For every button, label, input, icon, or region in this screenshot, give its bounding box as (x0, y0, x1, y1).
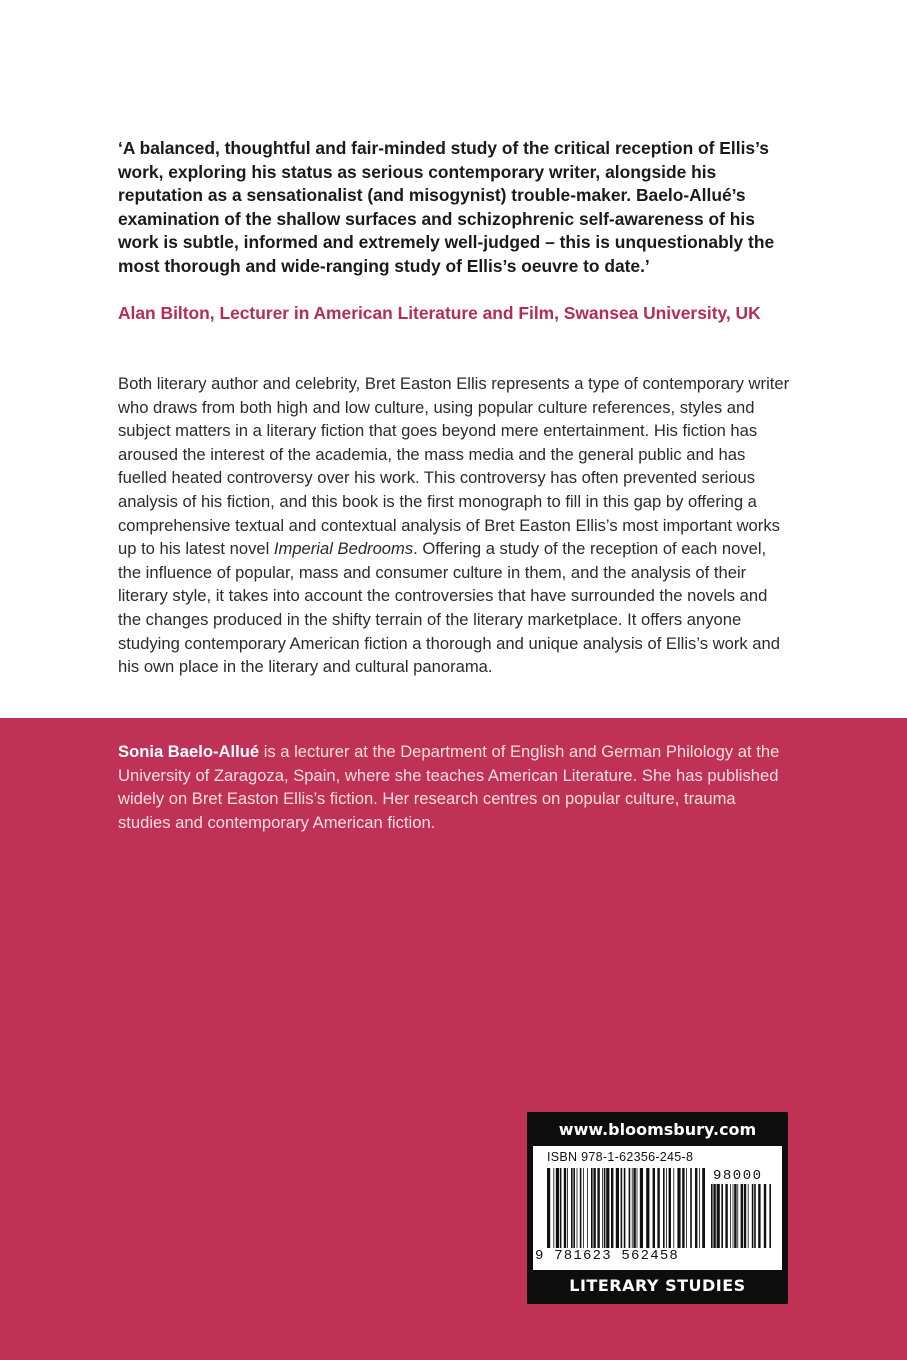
review-quote: ‘A balanced, thoughtful and fair-minded study of the critical reception of Ellis’s work, exploring his status as serious contemporary writer, alongside his reputation as a sensationalist (and misogynist) trouble-maker. Baelo-Allué’s examination of the shallow surfaces and schizophrenic self-awareness of his work is subtle, informed and extremely well-judged – this is unquestionably the most thorough and wide-ranging study of Ellis’s oeuvre to date.’ (118, 138, 775, 276)
author-name: Sonia Baelo-Allué (118, 742, 260, 761)
lower-colored-section (0, 718, 907, 1360)
book-description (118, 372, 790, 679)
category-label: LITERARY STUDIES (569, 1276, 746, 1295)
ean-barcode-icon (547, 1168, 705, 1248)
description-text-1: Both literary author and celebrity, Bret Easton Ellis represents a type of contemporary writer who draws from both high and low culture, using popular culture references, styles and subject matters in a literary fiction that goes beyond mere entertainment. His fiction has aroused the interest of the academia, the mass media and the general public and has fuelled heated controversy over his work. This controversy has often prevented serious analysis of his fiction, and this book is the first monograph to fill in this gap by offering a comprehensive textual and contextual analysis of Bret Easton Ellis’s most important works up to his latest novel (118, 374, 790, 559)
review-attribution: Alan Bilton, Lecturer in American Literature and Film, Swansea University, UK (118, 303, 761, 323)
ean-digits: 9 781623 562458 (535, 1248, 680, 1264)
author-bio (118, 740, 790, 834)
addon-barcode-icon (711, 1184, 773, 1248)
publisher-url: www.bloomsbury.com (558, 1120, 757, 1139)
author-bio-text: is a lecturer at the Department of English and German Philology at the University of Zaragoza, Spain, where she teaches American Literature. She has published widely on Bret Easton Ellis’s fiction. Her research centres on popular culture, trauma studies and contemporary American fiction. (118, 742, 780, 832)
barcode-panel (533, 1146, 782, 1270)
description-text-2: . Offering a study of the reception of each novel, the influence of popular, mass and consumer culture in them, and the analysis of their literary style, it takes into account the controversies that have surrounded the novels and the changes produced in the shifty terrain of the literary marketplace. It offers anyone studying contemporary American fiction a thorough and unique analysis of Ellis’s work and his own place in the literary and cultural panorama. (118, 539, 780, 677)
price-code: 98000 (713, 1168, 763, 1184)
barcode-box (527, 1112, 788, 1304)
isbn-label: ISBN 978-1-62356-245-8 (547, 1150, 694, 1164)
novel-title: Imperial Bedrooms (273, 539, 414, 559)
